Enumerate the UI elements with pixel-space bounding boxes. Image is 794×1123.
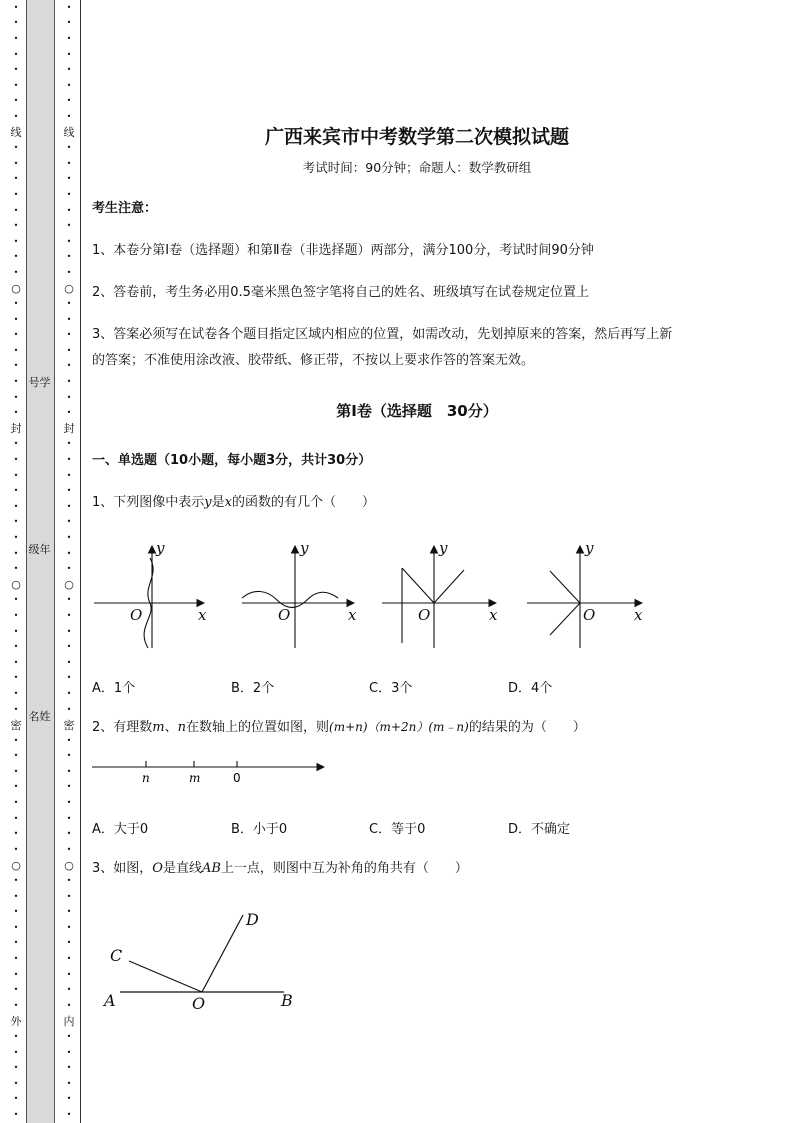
seal-dot-icon: • <box>13 1063 19 1073</box>
seal-dot-icon: • <box>66 392 72 402</box>
number-line-zero: 0 <box>233 771 241 785</box>
notice-item-3-cont: 的答案；不准使用涂改液、胶带纸、修正带，不按以上要求作答的答案无效。 <box>92 353 535 368</box>
point-o-label: O <box>192 994 206 1013</box>
seal-dot-icon: • <box>13 766 19 776</box>
seal-circle-icon: ○ <box>11 281 21 295</box>
field-label-grade: 级年 <box>28 543 51 556</box>
seal-dot-icon: • <box>13 1109 19 1119</box>
graph-c-y: y <box>439 539 448 557</box>
seal-dot-icon: • <box>66 782 72 792</box>
seal-label: 封 <box>63 422 75 436</box>
seal-circle-icon: ○ <box>64 281 74 295</box>
seal-dot-icon: • <box>13 704 19 714</box>
outer-seal-strip <box>8 0 24 1123</box>
seal-dot-icon: • <box>66 174 72 184</box>
q1-option-a[interactable]: A．1个 <box>92 681 136 696</box>
q1-option-d[interactable]: D．4个 <box>508 681 553 696</box>
seal-dot-icon: • <box>13 111 19 121</box>
seal-dot-icon: • <box>13 80 19 90</box>
seal-dot-icon: • <box>13 548 19 558</box>
seal-dot-icon: • <box>66 798 72 808</box>
seal-dot-icon: • <box>13 782 19 792</box>
seal-dot-icon: • <box>66 938 72 948</box>
seal-dot-icon: • <box>66 610 72 620</box>
graph-a-y: y <box>156 539 165 557</box>
seal-dot-icon: • <box>66 408 72 418</box>
seal-dot-icon: • <box>13 626 19 636</box>
seal-dot-icon: • <box>66 1000 72 1010</box>
seal-dot-icon: • <box>66 626 72 636</box>
seal-dot-icon: • <box>13 813 19 823</box>
seal-dot-icon: • <box>66 377 72 387</box>
seal-dot-icon: • <box>66 1063 72 1073</box>
seal-dot-icon: • <box>66 189 72 199</box>
seal-dot-icon: • <box>66 548 72 558</box>
inner-seal-strip <box>61 0 77 1123</box>
seal-dot-icon: • <box>13 96 19 106</box>
seal-dot-icon: • <box>66 267 72 277</box>
seal-dot-icon: • <box>13 18 19 28</box>
number-line-m: m <box>189 771 201 785</box>
seal-dot-icon: • <box>66 922 72 932</box>
seal-dot-icon: • <box>66 1109 72 1119</box>
seal-dot-icon: • <box>66 751 72 761</box>
seal-dot-icon: • <box>13 517 19 527</box>
q1-graphs <box>92 538 652 653</box>
seal-dot-icon: • <box>13 174 19 184</box>
seal-dot-icon: • <box>66 236 72 246</box>
q2-stem: 2、有理数m、n在数轴上的位置如图，则(m+n)（m+2n）(m﹣n)的结果的为（ ） <box>92 720 586 735</box>
seal-dot-icon: • <box>66 455 72 465</box>
notice-item-1: 1、本卷分第I卷（选择题）和第Ⅱ卷（非选择题）两部分，满分100分，考试时间90分钟 <box>92 243 594 258</box>
seal-dot-icon: • <box>66 33 72 43</box>
seal-dot-icon: • <box>13 252 19 262</box>
seal-dot-icon: • <box>66 1031 72 1041</box>
student-info-band <box>26 0 55 1123</box>
part-heading: 一、单选题（10小题，每小题3分，共计30分） <box>92 453 372 468</box>
q1-stem: 1、下列图像中表示y是x的函数的有几个（ ） <box>92 495 376 510</box>
exam-info: 考试时间：90分钟；命题人：数学教研组 <box>302 160 532 175</box>
seal-label: 线 <box>10 126 22 140</box>
seal-label: 密 <box>10 718 22 732</box>
seal-dot-icon: • <box>13 938 19 948</box>
seal-dot-icon: • <box>66 985 72 995</box>
seal-dot-icon: • <box>66 1047 72 1057</box>
seal-dot-icon: • <box>13 299 19 309</box>
q2-option-d[interactable]: D．不确定 <box>508 822 571 837</box>
seal-dot-icon: • <box>66 595 72 605</box>
q2-option-a[interactable]: A．大于0 <box>92 822 149 837</box>
point-a-label: A <box>104 991 116 1010</box>
seal-dot-icon: • <box>13 236 19 246</box>
graph-c-o: O <box>418 606 431 624</box>
point-b-label: B <box>281 991 293 1010</box>
field-label-number: 号学 <box>28 376 51 389</box>
seal-dot-icon: • <box>13 267 19 277</box>
seal-dot-icon: • <box>66 844 72 854</box>
seal-dot-icon: • <box>66 704 72 714</box>
page-title: 广西来宾市中考数学第二次模拟试题 <box>264 126 569 148</box>
seal-dot-icon: • <box>13 158 19 168</box>
seal-dot-icon: • <box>13 1000 19 1010</box>
seal-dot-icon: • <box>13 65 19 75</box>
graph-c <box>382 546 496 648</box>
number-line-n: n <box>142 771 150 785</box>
graph-d-x: x <box>634 606 643 624</box>
seal-dot-icon: • <box>13 455 19 465</box>
seal-dot-icon: • <box>13 330 19 340</box>
seal-dot-icon: • <box>13 361 19 371</box>
seal-dot-icon: • <box>13 876 19 886</box>
seal-dot-icon: • <box>13 969 19 979</box>
seal-dot-icon: • <box>66 345 72 355</box>
seal-dot-icon: • <box>13 501 19 511</box>
q1-option-b[interactable]: B．2个 <box>231 681 275 696</box>
seal-dot-icon: • <box>13 1047 19 1057</box>
notice-item-2: 2、答卷前，考生务必用0.5毫米黑色签字笔将自己的姓名、班级填写在试卷规定位置上 <box>92 285 589 300</box>
seal-dot-icon: • <box>13 392 19 402</box>
binding-margin <box>0 0 84 1123</box>
seal-dot-icon: • <box>13 985 19 995</box>
seal-dot-icon: • <box>13 751 19 761</box>
seal-dot-icon: • <box>13 829 19 839</box>
seal-dot-icon: • <box>13 143 19 153</box>
seal-dot-icon: • <box>66 954 72 964</box>
seal-label: 封 <box>10 422 22 436</box>
seal-dot-icon: • <box>66 657 72 667</box>
field-label-name: 名姓 <box>28 710 51 723</box>
seal-dot-icon: • <box>66 517 72 527</box>
seal-dot-icon: • <box>66 221 72 231</box>
graph-d-o: O <box>583 606 596 624</box>
notice-heading: 考生注意： <box>92 201 158 216</box>
seal-dot-icon: • <box>13 642 19 652</box>
q3-stem: 3、如图，O是直线AB上一点，则图中互为补角的角共有（ ） <box>92 861 468 876</box>
seal-dot-icon: • <box>13 486 19 496</box>
graph-d-y: y <box>585 539 594 557</box>
seal-dot-icon: • <box>66 486 72 496</box>
seal-dot-icon: • <box>13 205 19 215</box>
q3-angle-figure <box>102 905 312 1020</box>
seal-dot-icon: • <box>66 876 72 886</box>
graph-c-x: x <box>489 606 498 624</box>
seal-label: 外 <box>10 1014 22 1028</box>
graph-d <box>527 546 642 648</box>
seal-dot-icon: • <box>13 891 19 901</box>
margin-divider <box>80 0 81 1123</box>
q2-option-b[interactable]: B．小于0 <box>231 822 288 837</box>
notice-item-3: 3、答案必须写在试卷各个题目指定区域内相应的位置，如需改动，先划掉原来的答案，然后再写上新 <box>92 327 673 342</box>
graph-a-x: x <box>198 606 207 624</box>
seal-dot-icon: • <box>13 532 19 542</box>
seal-dot-icon: • <box>13 595 19 605</box>
seal-dot-icon: • <box>13 657 19 667</box>
seal-dot-icon: • <box>13 907 19 917</box>
seal-dot-icon: • <box>13 673 19 683</box>
seal-dot-icon: • <box>13 377 19 387</box>
seal-dot-icon: • <box>13 610 19 620</box>
q1-option-c[interactable]: C．3个 <box>369 681 413 696</box>
seal-dot-icon: • <box>66 96 72 106</box>
graph-b-o: O <box>278 606 291 624</box>
seal-dot-icon: • <box>13 2 19 12</box>
graph-b-y: y <box>300 539 309 557</box>
seal-dot-icon: • <box>13 1094 19 1104</box>
seal-dot-icon: • <box>13 439 19 449</box>
seal-dot-icon: • <box>13 189 19 199</box>
seal-dot-icon: • <box>13 954 19 964</box>
q2-number-line <box>92 755 332 790</box>
seal-dot-icon: • <box>13 922 19 932</box>
seal-dot-icon: • <box>13 49 19 59</box>
point-d-label: D <box>246 910 259 929</box>
graph-b <box>242 546 354 648</box>
seal-label: 密 <box>63 718 75 732</box>
seal-dot-icon: • <box>13 844 19 854</box>
seal-dot-icon: • <box>66 735 72 745</box>
seal-dot-icon: • <box>66 205 72 215</box>
seal-circle-icon: ○ <box>11 578 21 592</box>
seal-dot-icon: • <box>66 642 72 652</box>
seal-dot-icon: • <box>66 813 72 823</box>
seal-circle-icon: ○ <box>64 578 74 592</box>
seal-dot-icon: • <box>13 1031 19 1041</box>
seal-dot-icon: • <box>66 65 72 75</box>
seal-dot-icon: • <box>66 314 72 324</box>
seal-dot-icon: • <box>66 2 72 12</box>
seal-dot-icon: • <box>66 1094 72 1104</box>
seal-dot-icon: • <box>66 158 72 168</box>
seal-label: 线 <box>63 126 75 140</box>
point-c-label: C <box>110 946 123 965</box>
seal-dot-icon: • <box>66 501 72 511</box>
seal-dot-icon: • <box>13 314 19 324</box>
seal-dot-icon: • <box>13 564 19 574</box>
seal-dot-icon: • <box>66 532 72 542</box>
seal-dot-icon: • <box>13 408 19 418</box>
seal-circle-icon: ○ <box>11 858 21 872</box>
seal-dot-icon: • <box>66 907 72 917</box>
seal-dot-icon: • <box>66 143 72 153</box>
seal-dot-icon: • <box>13 33 19 43</box>
seal-dot-icon: • <box>66 766 72 776</box>
seal-dot-icon: • <box>66 564 72 574</box>
seal-dot-icon: • <box>66 49 72 59</box>
q2-option-c[interactable]: C．等于0 <box>369 822 426 837</box>
seal-dot-icon: • <box>66 969 72 979</box>
seal-dot-icon: • <box>66 829 72 839</box>
seal-dot-icon: • <box>66 330 72 340</box>
section-title: 第I卷（选择题 30分） <box>336 402 498 420</box>
seal-dot-icon: • <box>13 221 19 231</box>
seal-dot-icon: • <box>66 439 72 449</box>
seal-dot-icon: • <box>66 18 72 28</box>
seal-label: 内 <box>63 1014 75 1028</box>
seal-dot-icon: • <box>13 1078 19 1088</box>
seal-dot-icon: • <box>66 80 72 90</box>
seal-dot-icon: • <box>13 735 19 745</box>
seal-dot-icon: • <box>66 252 72 262</box>
graph-a <box>94 546 204 648</box>
seal-dot-icon: • <box>13 798 19 808</box>
seal-dot-icon: • <box>66 470 72 480</box>
seal-dot-icon: • <box>13 688 19 698</box>
seal-dot-icon: • <box>66 361 72 371</box>
seal-dot-icon: • <box>66 111 72 121</box>
seal-dot-icon: • <box>66 673 72 683</box>
graph-a-o: O <box>130 606 143 624</box>
graph-b-x: x <box>348 606 357 624</box>
seal-dot-icon: • <box>66 891 72 901</box>
seal-dot-icon: • <box>66 688 72 698</box>
seal-dot-icon: • <box>13 345 19 355</box>
seal-circle-icon: ○ <box>64 858 74 872</box>
seal-dot-icon: • <box>13 470 19 480</box>
seal-dot-icon: • <box>66 299 72 309</box>
seal-dot-icon: • <box>66 1078 72 1088</box>
